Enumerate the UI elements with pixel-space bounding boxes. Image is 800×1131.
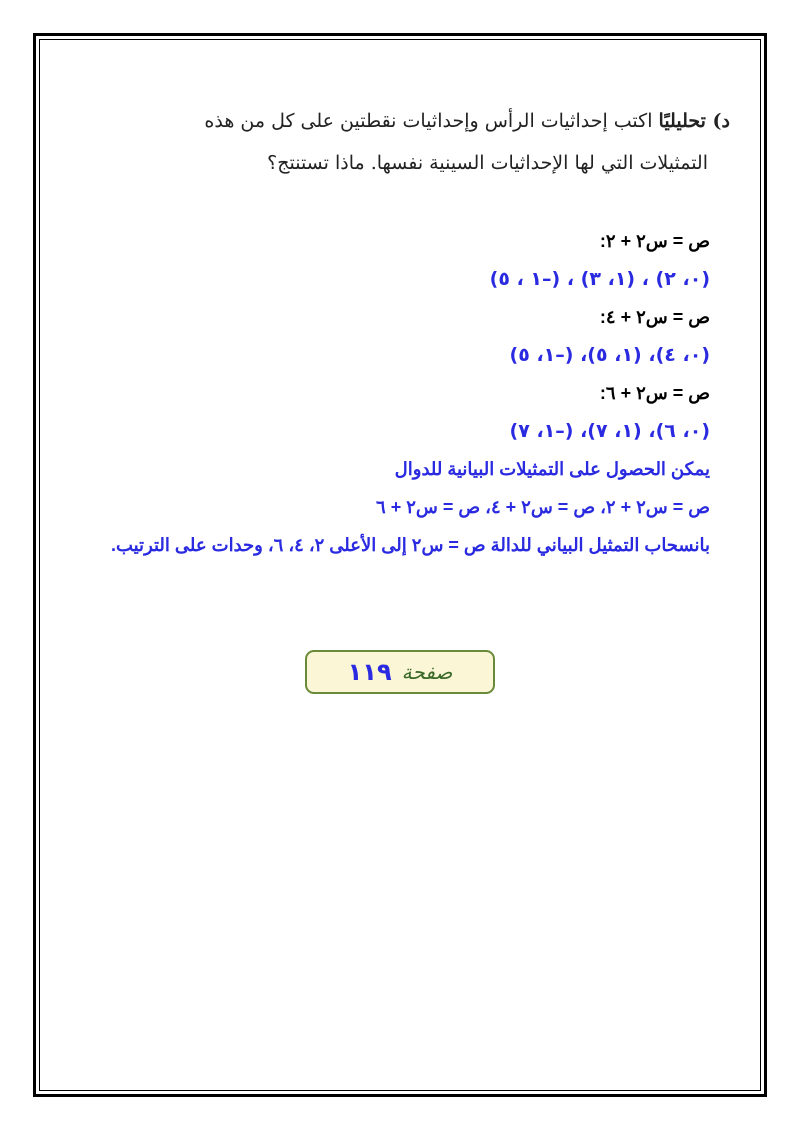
page-number-badge [305,650,495,694]
equation-3: ص = س٢ + ٦: [599,383,710,403]
question-label: د) تحليليًا [658,110,730,132]
page-number: ١١٩ [347,658,392,686]
question-line-2: التمثيلات التي لها الإحداثيات السينية نفسها. ماذا تستنتج؟ [267,152,708,174]
page-label: صفحة [401,660,453,684]
points-2: (٠، ٤)، (١، ٥)، (–١، ٥) [509,344,710,366]
page-border-inner [39,39,761,1091]
answer-block [90,222,710,564]
question-line-1 [130,100,730,142]
question-block [130,100,730,184]
equation-1: ص = س٢ + ٢: [599,231,710,251]
conclusion-line-1: يمكن الحصول على التمثيلات البيانية للدوال [394,459,710,479]
conclusion-line-3: بانسحاب التمثيل البياني للدالة ص = س٢ إلى الأعلى ٢، ٤، ٦، وحدات على الترتيب. [110,535,710,555]
conclusion-line-2: ص = س٢ + ٢، ص = س٢ + ٤، ص = س٢ + ٦ [376,497,710,517]
question-text-1: اكتب إحداثيات الرأس وإحداثيات نقطتين على كل من هذه [204,110,653,132]
points-3: (٠، ٦)، (١، ٧)، (–١، ٧) [509,420,710,442]
points-1: (٠، ٢) ، (١، ٣) ، (–١ ، ٥) [489,268,710,290]
equation-2: ص = س٢ + ٤: [599,307,710,327]
